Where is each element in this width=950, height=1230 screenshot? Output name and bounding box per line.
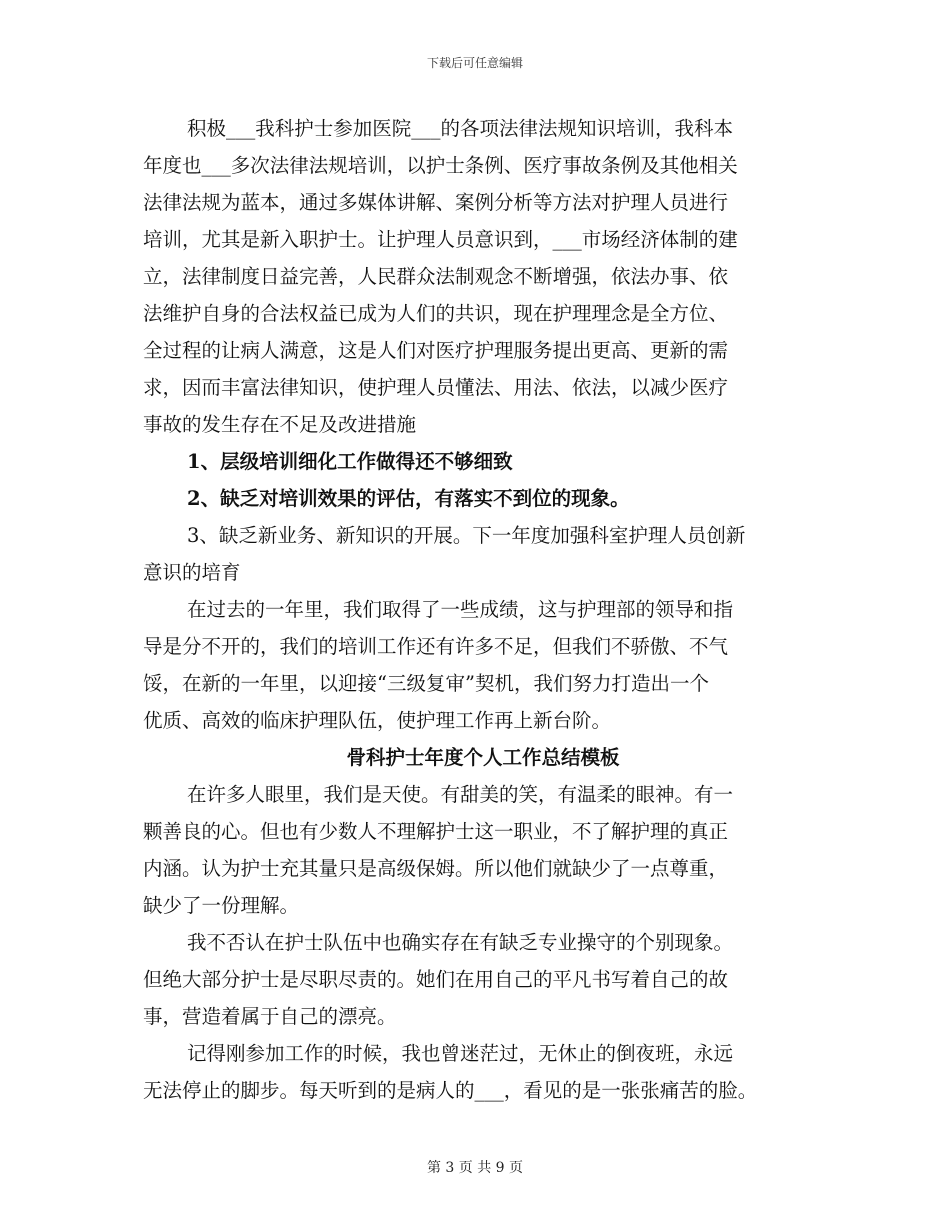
- text-line: 在许多人眼里，我们是天使。有甜美的笑，有温柔的眼神。有一: [187, 783, 734, 806]
- section-title: [143, 739, 823, 776]
- text-line: 3、缺乏新业务、新知识的开展。下一年度加强科室护理人员创新: [187, 524, 746, 547]
- text-line: 积极___我科护士参加医院___的各项法律法规知识培训，我科本: [187, 117, 734, 140]
- text-line: 培训，尤其是新入职护士。让护理人员意识到，___市场经济体制的建: [143, 228, 738, 251]
- paragraph-legal-training: [143, 110, 823, 443]
- page-header: 下载后可任意编辑: [426, 56, 523, 70]
- paragraph-angels: [143, 776, 823, 924]
- shortcoming-item-3: [143, 517, 823, 591]
- document-body: [143, 110, 823, 1109]
- text-line: 年度也___多次法律法规培训，以护士条例、医疗事故条例及其他相关: [143, 154, 738, 177]
- text-line: 全过程的让病人满意，这是人们对医疗护理服务提出更高、更新的需: [143, 339, 729, 362]
- text-line: 馁，在新的一年里，以迎接“三级复审”契机，我们努力打造出一个: [143, 672, 709, 695]
- shortcoming-item-2: [143, 480, 823, 517]
- text-line: 无法停止的脚步。每天听到的是病人的___，看见的是一张张痛苦的脸。: [143, 1079, 758, 1102]
- text-line: 求，因而丰富法律知识，使护理人员懂法、用法、依法，以减少医疗: [143, 376, 729, 399]
- page-number-footer: 第 3 页 共 9 页: [426, 1160, 524, 1176]
- text-line: 2、缺乏对培训效果的评估，有落实不到位的现象。: [187, 487, 630, 510]
- text-line: 我不否认在护士队伍中也确实存在有缺乏专业操守的个别现象。: [187, 931, 734, 954]
- text-line: 内涵。认为护士充其量只是高级保姆。所以他们就缺少了一点尊重，: [143, 857, 729, 880]
- text-line: 意识的培育: [143, 561, 241, 584]
- section-title-text: 骨科护士年度个人工作总结模板: [346, 746, 620, 769]
- paragraph-first-job: [143, 1035, 823, 1109]
- text-line: 缺少了一份理解。: [143, 894, 300, 917]
- text-line: 立，法律制度日益完善，人民群众法制观念不断增强，依法办事、依: [143, 265, 729, 288]
- paragraph-past-year: [143, 591, 823, 739]
- text-line: 在过去的一年里，我们取得了一些成绩，这与护理部的领导和指: [187, 598, 734, 621]
- text-line: 优质、高效的临床护理队伍，使护理工作再上新台阶。: [143, 709, 612, 732]
- text-line: 颗善良的心。但也有少数人不理解护士这一职业，不了解护理的真正: [143, 820, 729, 843]
- text-line: 法律法规为蓝本，通过多媒体讲解、案例分析等方法对护理人员进行: [143, 191, 729, 214]
- text-line: 但绝大部分护士是尽职尽责的。她们在用自己的平凡书写着自己的故: [143, 968, 729, 991]
- text-line: 法维护自身的合法权益已成为人们的共识，现在护理理念是全方位、: [143, 302, 729, 325]
- text-line: 1、层级培训细化工作做得还不够细致: [187, 450, 513, 473]
- text-line: 事，营造着属于自己的漂亮。: [143, 1005, 397, 1028]
- shortcoming-item-1: [143, 443, 823, 480]
- text-line: 记得刚参加工作的时候，我也曾迷茫过，无休止的倒夜班，永远: [187, 1042, 734, 1065]
- paragraph-professionalism: [143, 924, 823, 1035]
- text-line: 事故的发生存在不足及改进措施: [143, 413, 417, 436]
- text-line: 导是分不开的，我们的培训工作还有许多不足，但我们不骄傲、不气: [143, 635, 729, 658]
